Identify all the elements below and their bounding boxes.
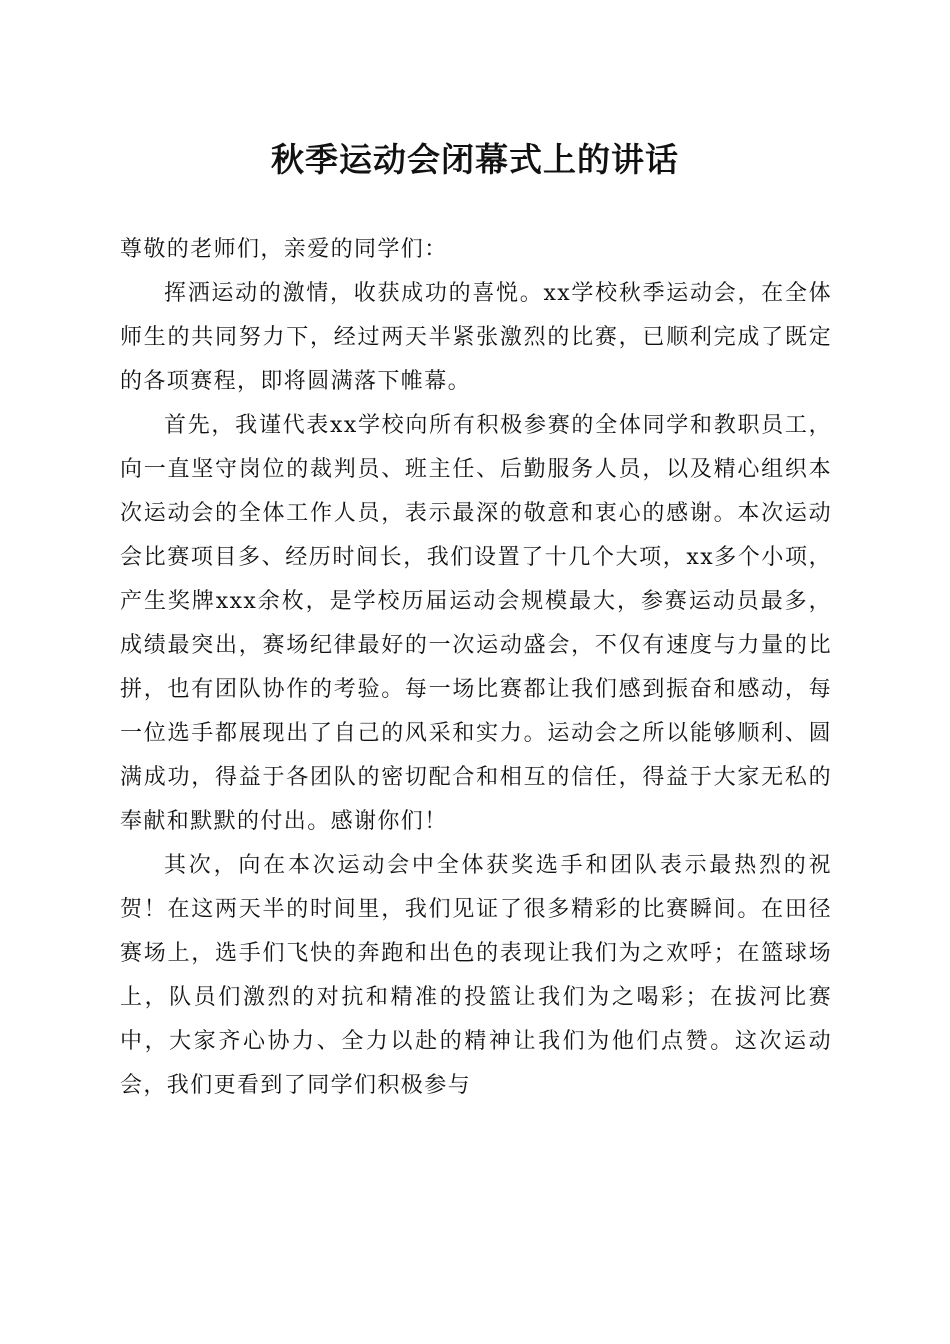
document-title: 秋季运动会闭幕式上的讲话 xyxy=(271,140,679,179)
paragraph-3: 其次，向在本次运动会中全体获奖选手和团队表示最热烈的祝贺！在这两天半的时间里，我们见证了很多精彩的比赛瞬间。在田径赛场上，选手们飞快的奔跑和出色的表现让我们为之欢呼；在篮球场上，队员们激烈的对抗和精准的投篮让我们为之喝彩；在拔河比赛中，大家齐心协力、全力以赴的精神让我们为他们点赞。这次运动会，我们更看到了同学们积极参与 xyxy=(120,853,832,1098)
document-body xyxy=(120,228,832,1108)
paragraph-1: 挥洒运动的激情，收获成功的喜悦。xx学校秋季运动会，在全体师生的共同努力下，经过两天半紧张激烈的比赛，已顺利完成了既定的各项赛程，即将圆满落下帷幕。 xyxy=(120,281,832,394)
paragraph-2: 首先，我谨代表xx学校向所有积极参赛的全体同学和教职员工，向一直坚守岗位的裁判员、班主任、后勤服务人员，以及精心组织本次运动会的全体工作人员，表示最深的敬意和衷心的感谢。本次运动会比赛项目多、经历时间长，我们设置了十几个大项，xx多个小项，产生奖牌xxx余枚，是学校历届运动会规模最大，参赛运动员最多，成绩最突出，赛场纪律最好的一次运动盛会，不仅有速度与力量的比拼，也有团队协作的考验。每一场比赛都让我们感到振奋和感动，每一位选手都展现出了自己的风采和实力。运动会之所以能够顺利、圆满成功，得益于各团队的密切配合和相互的信任，得益于大家无私的奉献和默默的付出。感谢你们！ xyxy=(120,413,832,834)
salutation: 尊敬的老师们，亲爱的同学们： xyxy=(120,237,448,262)
